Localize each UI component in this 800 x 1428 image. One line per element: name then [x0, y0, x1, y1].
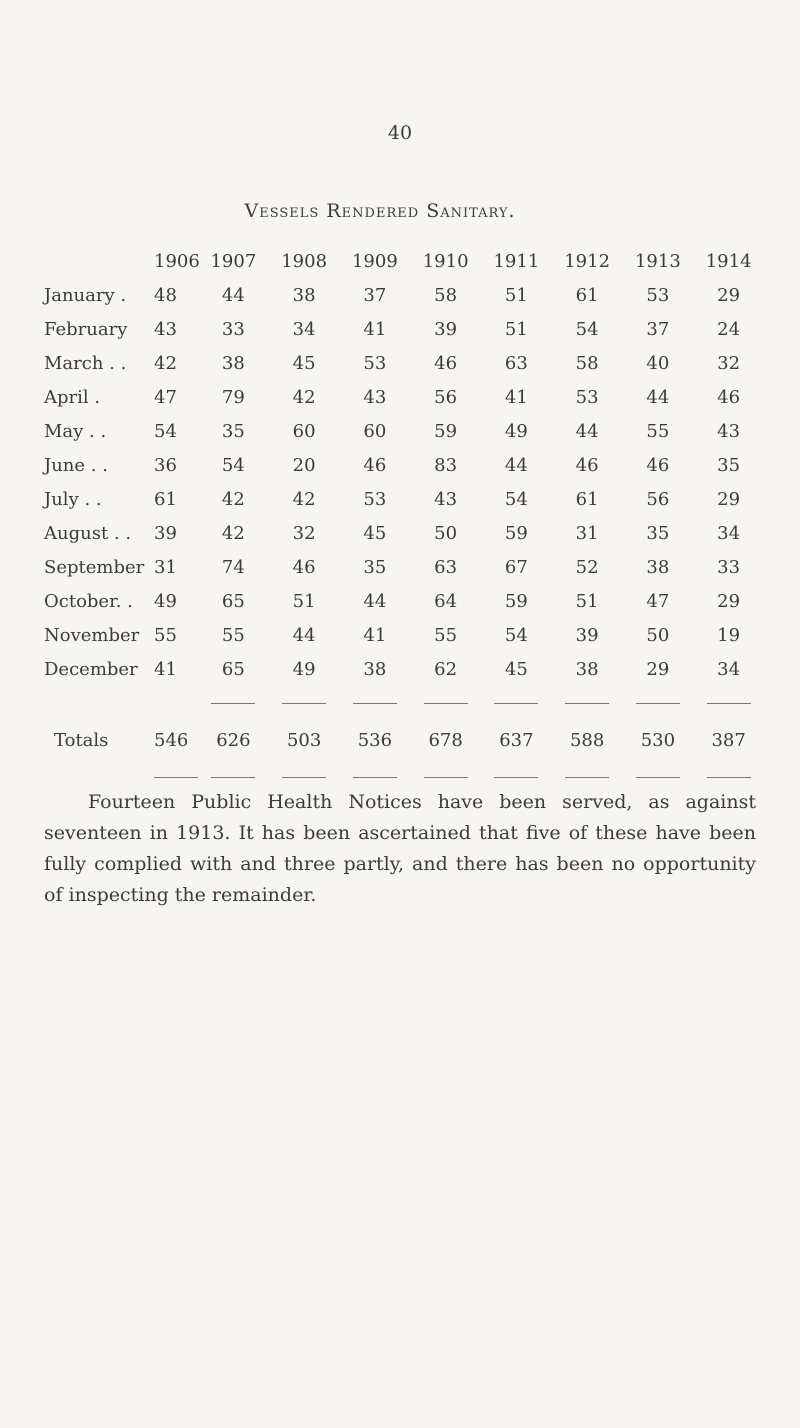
- table-row: [44, 414, 764, 448]
- table-cell: 39: [434, 318, 458, 340]
- table-cell: 74: [221, 556, 245, 578]
- totals-row: [44, 720, 764, 760]
- table-cell: 64: [434, 590, 458, 612]
- month-label: April .: [44, 386, 101, 408]
- table-cell: 63: [504, 352, 528, 374]
- table-cell: 42: [292, 488, 316, 510]
- table-cell: 38: [646, 556, 670, 578]
- rule-line: [494, 777, 538, 778]
- table-cell: 42: [292, 386, 316, 408]
- table-cell: 60: [363, 420, 387, 442]
- table-cell: 54: [221, 454, 245, 476]
- table-cell: 54: [154, 420, 177, 442]
- month-label: August . .: [44, 522, 132, 544]
- table-cell: 59: [504, 590, 528, 612]
- totals-cell: 588: [569, 729, 605, 751]
- totals-cell: 536: [357, 729, 393, 751]
- table-cell: 43: [434, 488, 458, 510]
- totals-label: Totals: [54, 729, 109, 751]
- table-cell: 65: [221, 590, 245, 612]
- table-cell: 36: [154, 454, 177, 476]
- table-cell: 51: [504, 284, 528, 306]
- totals-cell: 530: [640, 729, 676, 751]
- table-cell: 34: [292, 318, 316, 340]
- page-number: 40: [387, 122, 413, 144]
- table-cell: 67: [504, 556, 528, 578]
- table-cell: 46: [292, 556, 316, 578]
- table-cell: 42: [221, 522, 245, 544]
- table-cell: 44: [504, 454, 528, 476]
- year-header: 1907: [210, 250, 257, 272]
- table-cell: 55: [646, 420, 670, 442]
- year-header: 1914: [705, 250, 752, 272]
- totals-top-rule: [44, 686, 764, 720]
- table-cell: 38: [292, 284, 316, 306]
- table-cell: 45: [292, 352, 316, 374]
- table-cell: 46: [434, 352, 458, 374]
- table-cell: 43: [363, 386, 387, 408]
- table-cell: 59: [504, 522, 528, 544]
- notices-paragraph: Fourteen Public Health Notices have been served, as against seventeen in 1913. It has been ascertained that five of these have been fully complied with and three partly, and there has been no opportunity of inspecting the remainder.: [44, 791, 756, 906]
- table-cell: 56: [434, 386, 458, 408]
- table-cell: 38: [575, 658, 599, 680]
- table-cell: 32: [292, 522, 316, 544]
- table-cell: 42: [221, 488, 245, 510]
- table-cell: 33: [717, 556, 741, 578]
- year-header: 1913: [634, 250, 681, 272]
- table-cell: 41: [154, 658, 177, 680]
- rule-line: [636, 703, 680, 704]
- totals-cell: 626: [216, 729, 251, 751]
- table-cell: 43: [717, 420, 741, 442]
- table-cell: 29: [717, 590, 741, 612]
- rule-line: [353, 703, 397, 704]
- totals-cell: 503: [286, 729, 322, 751]
- table-cell: 44: [363, 590, 387, 612]
- rule-line: [707, 777, 751, 778]
- table-cell: 37: [363, 284, 387, 306]
- rule-line: [565, 703, 609, 704]
- table-cell: 46: [575, 454, 599, 476]
- table-cell: 46: [646, 454, 670, 476]
- table-cell: 35: [221, 420, 245, 442]
- table-cell: 49: [504, 420, 528, 442]
- year-header: 1906: [154, 250, 200, 272]
- table-cell: 29: [717, 488, 741, 510]
- table-cell: 44: [292, 624, 316, 646]
- table-cell: 33: [221, 318, 245, 340]
- table-cell: 32: [717, 352, 741, 374]
- table-cell: 44: [646, 386, 670, 408]
- table-cell: 44: [221, 284, 245, 306]
- month-label: September: [44, 556, 145, 578]
- year-header: 1909: [351, 250, 398, 272]
- table-cell: 50: [646, 624, 670, 646]
- table-cell: 49: [154, 590, 177, 612]
- totals-cell: 546: [154, 729, 189, 751]
- table-row: [44, 448, 764, 482]
- month-label: December: [44, 658, 138, 680]
- month-label: March . .: [44, 352, 127, 374]
- table-cell: 45: [363, 522, 387, 544]
- month-label: July . .: [44, 488, 102, 510]
- table-cell: 50: [434, 522, 458, 544]
- month-header-blank: [44, 244, 154, 278]
- table-cell: 53: [363, 352, 387, 374]
- month-label: May . .: [44, 420, 107, 442]
- rule-line: [707, 703, 751, 704]
- rule-line: [282, 703, 326, 704]
- table-cell: 61: [154, 488, 177, 510]
- page-title: Vessels Rendered Sanitary.: [244, 200, 516, 222]
- table-cell: 44: [575, 420, 599, 442]
- table-cell: 24: [717, 318, 741, 340]
- table-row: [44, 652, 764, 686]
- table-cell: 29: [717, 284, 741, 306]
- year-header: 1911: [493, 250, 540, 272]
- table-cell: 56: [646, 488, 670, 510]
- rule-line: [636, 777, 680, 778]
- table-row: [44, 550, 764, 584]
- year-header: 1910: [422, 250, 469, 272]
- table-cell: 42: [154, 352, 177, 374]
- year-header: 1908: [281, 250, 328, 272]
- table-row: [44, 584, 764, 618]
- table-cell: 29: [646, 658, 670, 680]
- table-row: [44, 618, 764, 652]
- table-cell: 55: [434, 624, 458, 646]
- table-cell: 51: [292, 590, 316, 612]
- table-cell: 58: [575, 352, 599, 374]
- rule-line: [353, 777, 397, 778]
- table-cell: 49: [292, 658, 316, 680]
- table-cell: 45: [504, 658, 528, 680]
- month-label: February: [44, 318, 128, 340]
- table-cell: 59: [434, 420, 458, 442]
- table-cell: 34: [717, 658, 741, 680]
- month-label: June . .: [44, 454, 108, 476]
- table-cell: 55: [221, 624, 245, 646]
- rule-line: [211, 777, 255, 778]
- table-cell: 62: [434, 658, 458, 680]
- table-row: [44, 312, 764, 346]
- table-cell: 38: [363, 658, 387, 680]
- rule-line: [494, 703, 538, 704]
- table-row: [44, 278, 764, 312]
- table-cell: 34: [717, 522, 741, 544]
- table-cell: 40: [646, 352, 670, 374]
- table-cell: 41: [363, 318, 387, 340]
- table-cell: 51: [504, 318, 528, 340]
- month-label: November: [44, 624, 140, 646]
- month-label: October. .: [44, 590, 133, 612]
- table-cell: 54: [575, 318, 599, 340]
- table-row: [44, 346, 764, 380]
- table-cell: 54: [504, 624, 528, 646]
- table-cell: 43: [154, 318, 177, 340]
- table-cell: 47: [154, 386, 177, 408]
- table-cell: 55: [154, 624, 177, 646]
- table-cell: 46: [363, 454, 387, 476]
- table-cell: 31: [154, 556, 177, 578]
- table-cell: 31: [575, 522, 599, 544]
- table-cell: 58: [434, 284, 458, 306]
- table-cell: 35: [717, 454, 741, 476]
- rule-line: [282, 777, 326, 778]
- year-header: 1912: [564, 250, 611, 272]
- rule-line: [154, 777, 198, 778]
- table-cell: 79: [221, 386, 245, 408]
- table-cell: 61: [575, 284, 599, 306]
- totals-cell: 637: [499, 729, 534, 751]
- table-cell: 35: [646, 522, 670, 544]
- table-cell: 41: [363, 624, 387, 646]
- table-cell: 60: [292, 420, 316, 442]
- table-cell: 61: [575, 488, 599, 510]
- rule-line: [211, 703, 255, 704]
- table-cell: 38: [221, 352, 245, 374]
- table-cell: 51: [575, 590, 599, 612]
- table-cell: 54: [504, 488, 528, 510]
- table-cell: 39: [154, 522, 177, 544]
- table-row: [44, 380, 764, 414]
- table-row: [44, 516, 764, 550]
- totals-cell: 678: [428, 729, 463, 751]
- rule-line: [565, 777, 609, 778]
- table-cell: 46: [717, 386, 741, 408]
- table-cell: 63: [434, 556, 458, 578]
- table-cell: 83: [434, 454, 458, 476]
- rule-line: [424, 703, 468, 704]
- year-header-row: [44, 244, 764, 278]
- table-cell: 37: [646, 318, 670, 340]
- table-cell: 53: [575, 386, 599, 408]
- table-cell: 35: [363, 556, 387, 578]
- table-cell: 39: [575, 624, 599, 646]
- table-cell: 53: [646, 284, 670, 306]
- table-row: [44, 482, 764, 516]
- table-cell: 65: [221, 658, 245, 680]
- month-label: January .: [44, 284, 127, 306]
- vessels-table: [44, 244, 764, 794]
- totals-cell: 387: [711, 729, 746, 751]
- rule-line: [424, 777, 468, 778]
- table-cell: 19: [717, 624, 741, 646]
- table-cell: 52: [575, 556, 599, 578]
- table-cell: 47: [646, 590, 670, 612]
- table-cell: 41: [504, 386, 528, 408]
- table-cell: 48: [154, 284, 177, 306]
- table-cell: 53: [363, 488, 387, 510]
- table-cell: 20: [292, 454, 316, 476]
